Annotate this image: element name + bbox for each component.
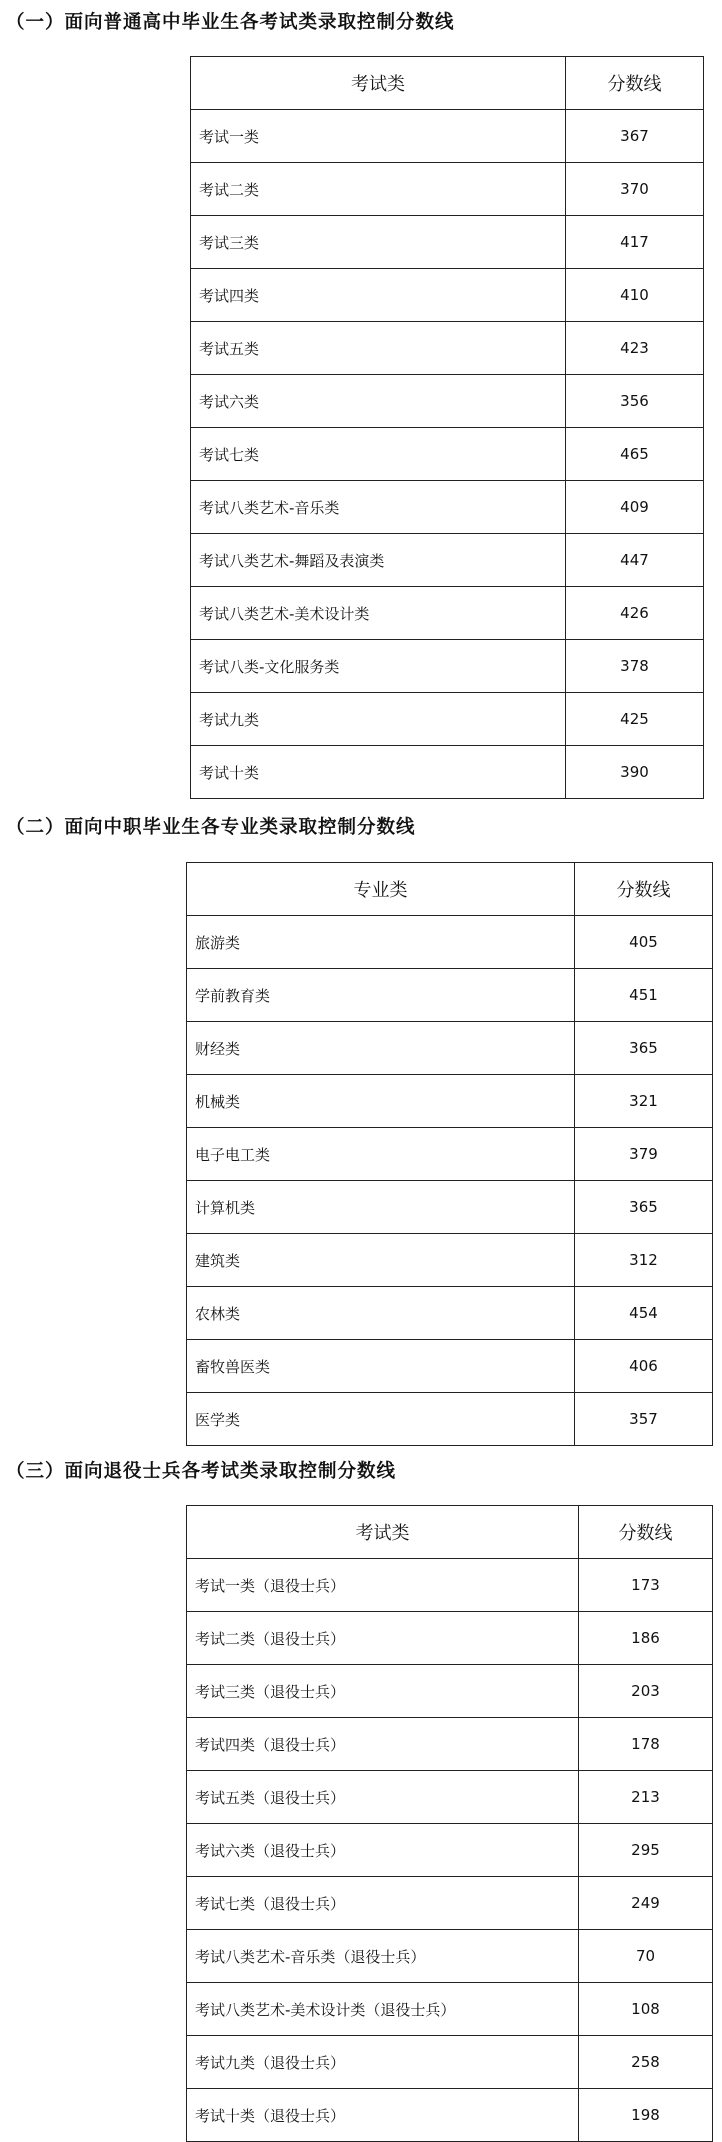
score-cell: 70: [579, 1930, 713, 1983]
score-cell: 203: [579, 1665, 713, 1718]
category-cell: 考试五类（退役士兵）: [187, 1771, 579, 1824]
category-cell: 考试三类（退役士兵）: [187, 1665, 579, 1718]
score-cell: 321: [575, 1075, 713, 1128]
score-cell: 249: [579, 1877, 713, 1930]
table-row: [187, 1128, 713, 1181]
score-cell: 447: [566, 534, 704, 587]
score-cell: 423: [566, 322, 704, 375]
category-cell: 考试十类: [191, 746, 566, 799]
category-cell: 考试八类艺术-舞蹈及表演类: [191, 534, 566, 587]
section-1-table: [190, 56, 704, 799]
table-header-row: [187, 1506, 713, 1559]
category-cell: 考试三类: [191, 216, 566, 269]
score-cell: 390: [566, 746, 704, 799]
table-row: [191, 322, 704, 375]
score-cell: 379: [575, 1128, 713, 1181]
category-cell: 计算机类: [187, 1181, 575, 1234]
score-cell: 409: [566, 481, 704, 534]
score-cell: 312: [575, 1234, 713, 1287]
column-header-category: 考试类: [191, 57, 566, 110]
section-2-title: （二）面向中职毕业生各专业类录取控制分数线: [6, 817, 416, 838]
score-cell: 356: [566, 375, 704, 428]
table-row: [191, 375, 704, 428]
category-cell: 畜牧兽医类: [187, 1340, 575, 1393]
category-cell: 考试九类: [191, 693, 566, 746]
category-cell: 考试十类（退役士兵）: [187, 2089, 579, 2142]
category-cell: 农林类: [187, 1287, 575, 1340]
category-cell: 学前教育类: [187, 969, 575, 1022]
table-row: [187, 1665, 713, 1718]
table-row: [187, 1930, 713, 1983]
score-cell: 451: [575, 969, 713, 1022]
table-row: [191, 481, 704, 534]
score-cell: 178: [579, 1718, 713, 1771]
score-cell: 454: [575, 1287, 713, 1340]
category-cell: 考试二类（退役士兵）: [187, 1612, 579, 1665]
column-header-score: 分数线: [566, 57, 704, 110]
score-cell: 186: [579, 1612, 713, 1665]
table-row: [187, 1559, 713, 1612]
category-cell: 考试七类: [191, 428, 566, 481]
score-cell: 357: [575, 1393, 713, 1446]
category-cell: 考试八类艺术-音乐类（退役士兵）: [187, 1930, 579, 1983]
table-row: [187, 1393, 713, 1446]
score-cell: 426: [566, 587, 704, 640]
score-cell: 173: [579, 1559, 713, 1612]
category-cell: 考试七类（退役士兵）: [187, 1877, 579, 1930]
table-row: [191, 640, 704, 693]
table-row: [187, 1771, 713, 1824]
category-cell: 财经类: [187, 1022, 575, 1075]
table-row: [191, 693, 704, 746]
score-cell: 425: [566, 693, 704, 746]
category-cell: 考试四类: [191, 269, 566, 322]
table-row: [191, 428, 704, 481]
table-row: [187, 1181, 713, 1234]
category-cell: 考试四类（退役士兵）: [187, 1718, 579, 1771]
table-row: [191, 216, 704, 269]
table-row: [187, 1718, 713, 1771]
category-cell: 考试八类-文化服务类: [191, 640, 566, 693]
section-3-title: （三）面向退役士兵各考试类录取控制分数线: [6, 1461, 397, 1482]
column-header-category: 考试类: [187, 1506, 579, 1559]
category-cell: 考试二类: [191, 163, 566, 216]
score-cell: 367: [566, 110, 704, 163]
column-header-score: 分数线: [579, 1506, 713, 1559]
table-row: [187, 1075, 713, 1128]
score-cell: 198: [579, 2089, 713, 2142]
category-cell: 旅游类: [187, 916, 575, 969]
table-row: [191, 110, 704, 163]
table-row: [187, 916, 713, 969]
score-cell: 295: [579, 1824, 713, 1877]
category-cell: 考试六类: [191, 375, 566, 428]
category-cell: 建筑类: [187, 1234, 575, 1287]
section-2-table: [186, 862, 713, 1446]
table-row: [191, 163, 704, 216]
table-row: [187, 2036, 713, 2089]
table-row: [187, 1022, 713, 1075]
category-cell: 考试五类: [191, 322, 566, 375]
score-cell: 213: [579, 1771, 713, 1824]
score-cell: 108: [579, 1983, 713, 2036]
category-cell: 机械类: [187, 1075, 575, 1128]
score-cell: 417: [566, 216, 704, 269]
column-header-category: 专业类: [187, 863, 575, 916]
table-row: [187, 1824, 713, 1877]
table-row: [191, 746, 704, 799]
table-row: [187, 1340, 713, 1393]
table-row: [187, 1983, 713, 2036]
score-cell: 370: [566, 163, 704, 216]
column-header-score: 分数线: [575, 863, 713, 916]
score-cell: 465: [566, 428, 704, 481]
table-row: [187, 2089, 713, 2142]
table-header-row: [187, 863, 713, 916]
table-row: [187, 1612, 713, 1665]
table-row: [191, 269, 704, 322]
score-cell: 406: [575, 1340, 713, 1393]
category-cell: 考试九类（退役士兵）: [187, 2036, 579, 2089]
table-header-row: [191, 57, 704, 110]
category-cell: 医学类: [187, 1393, 575, 1446]
score-cell: 405: [575, 916, 713, 969]
score-cell: 365: [575, 1181, 713, 1234]
category-cell: 考试八类艺术-美术设计类（退役士兵）: [187, 1983, 579, 2036]
score-cell: 258: [579, 2036, 713, 2089]
score-cell: 365: [575, 1022, 713, 1075]
category-cell: 考试六类（退役士兵）: [187, 1824, 579, 1877]
score-cell: 378: [566, 640, 704, 693]
table-row: [187, 1287, 713, 1340]
table-row: [191, 587, 704, 640]
table-row: [187, 1234, 713, 1287]
category-cell: 考试一类（退役士兵）: [187, 1559, 579, 1612]
section-1-title: （一）面向普通高中毕业生各考试类录取控制分数线: [6, 12, 455, 33]
score-cell: 410: [566, 269, 704, 322]
category-cell: 考试八类艺术-音乐类: [191, 481, 566, 534]
category-cell: 考试一类: [191, 110, 566, 163]
category-cell: 考试八类艺术-美术设计类: [191, 587, 566, 640]
table-row: [187, 1877, 713, 1930]
category-cell: 电子电工类: [187, 1128, 575, 1181]
section-3-table: [186, 1505, 713, 2142]
table-row: [191, 534, 704, 587]
table-row: [187, 969, 713, 1022]
